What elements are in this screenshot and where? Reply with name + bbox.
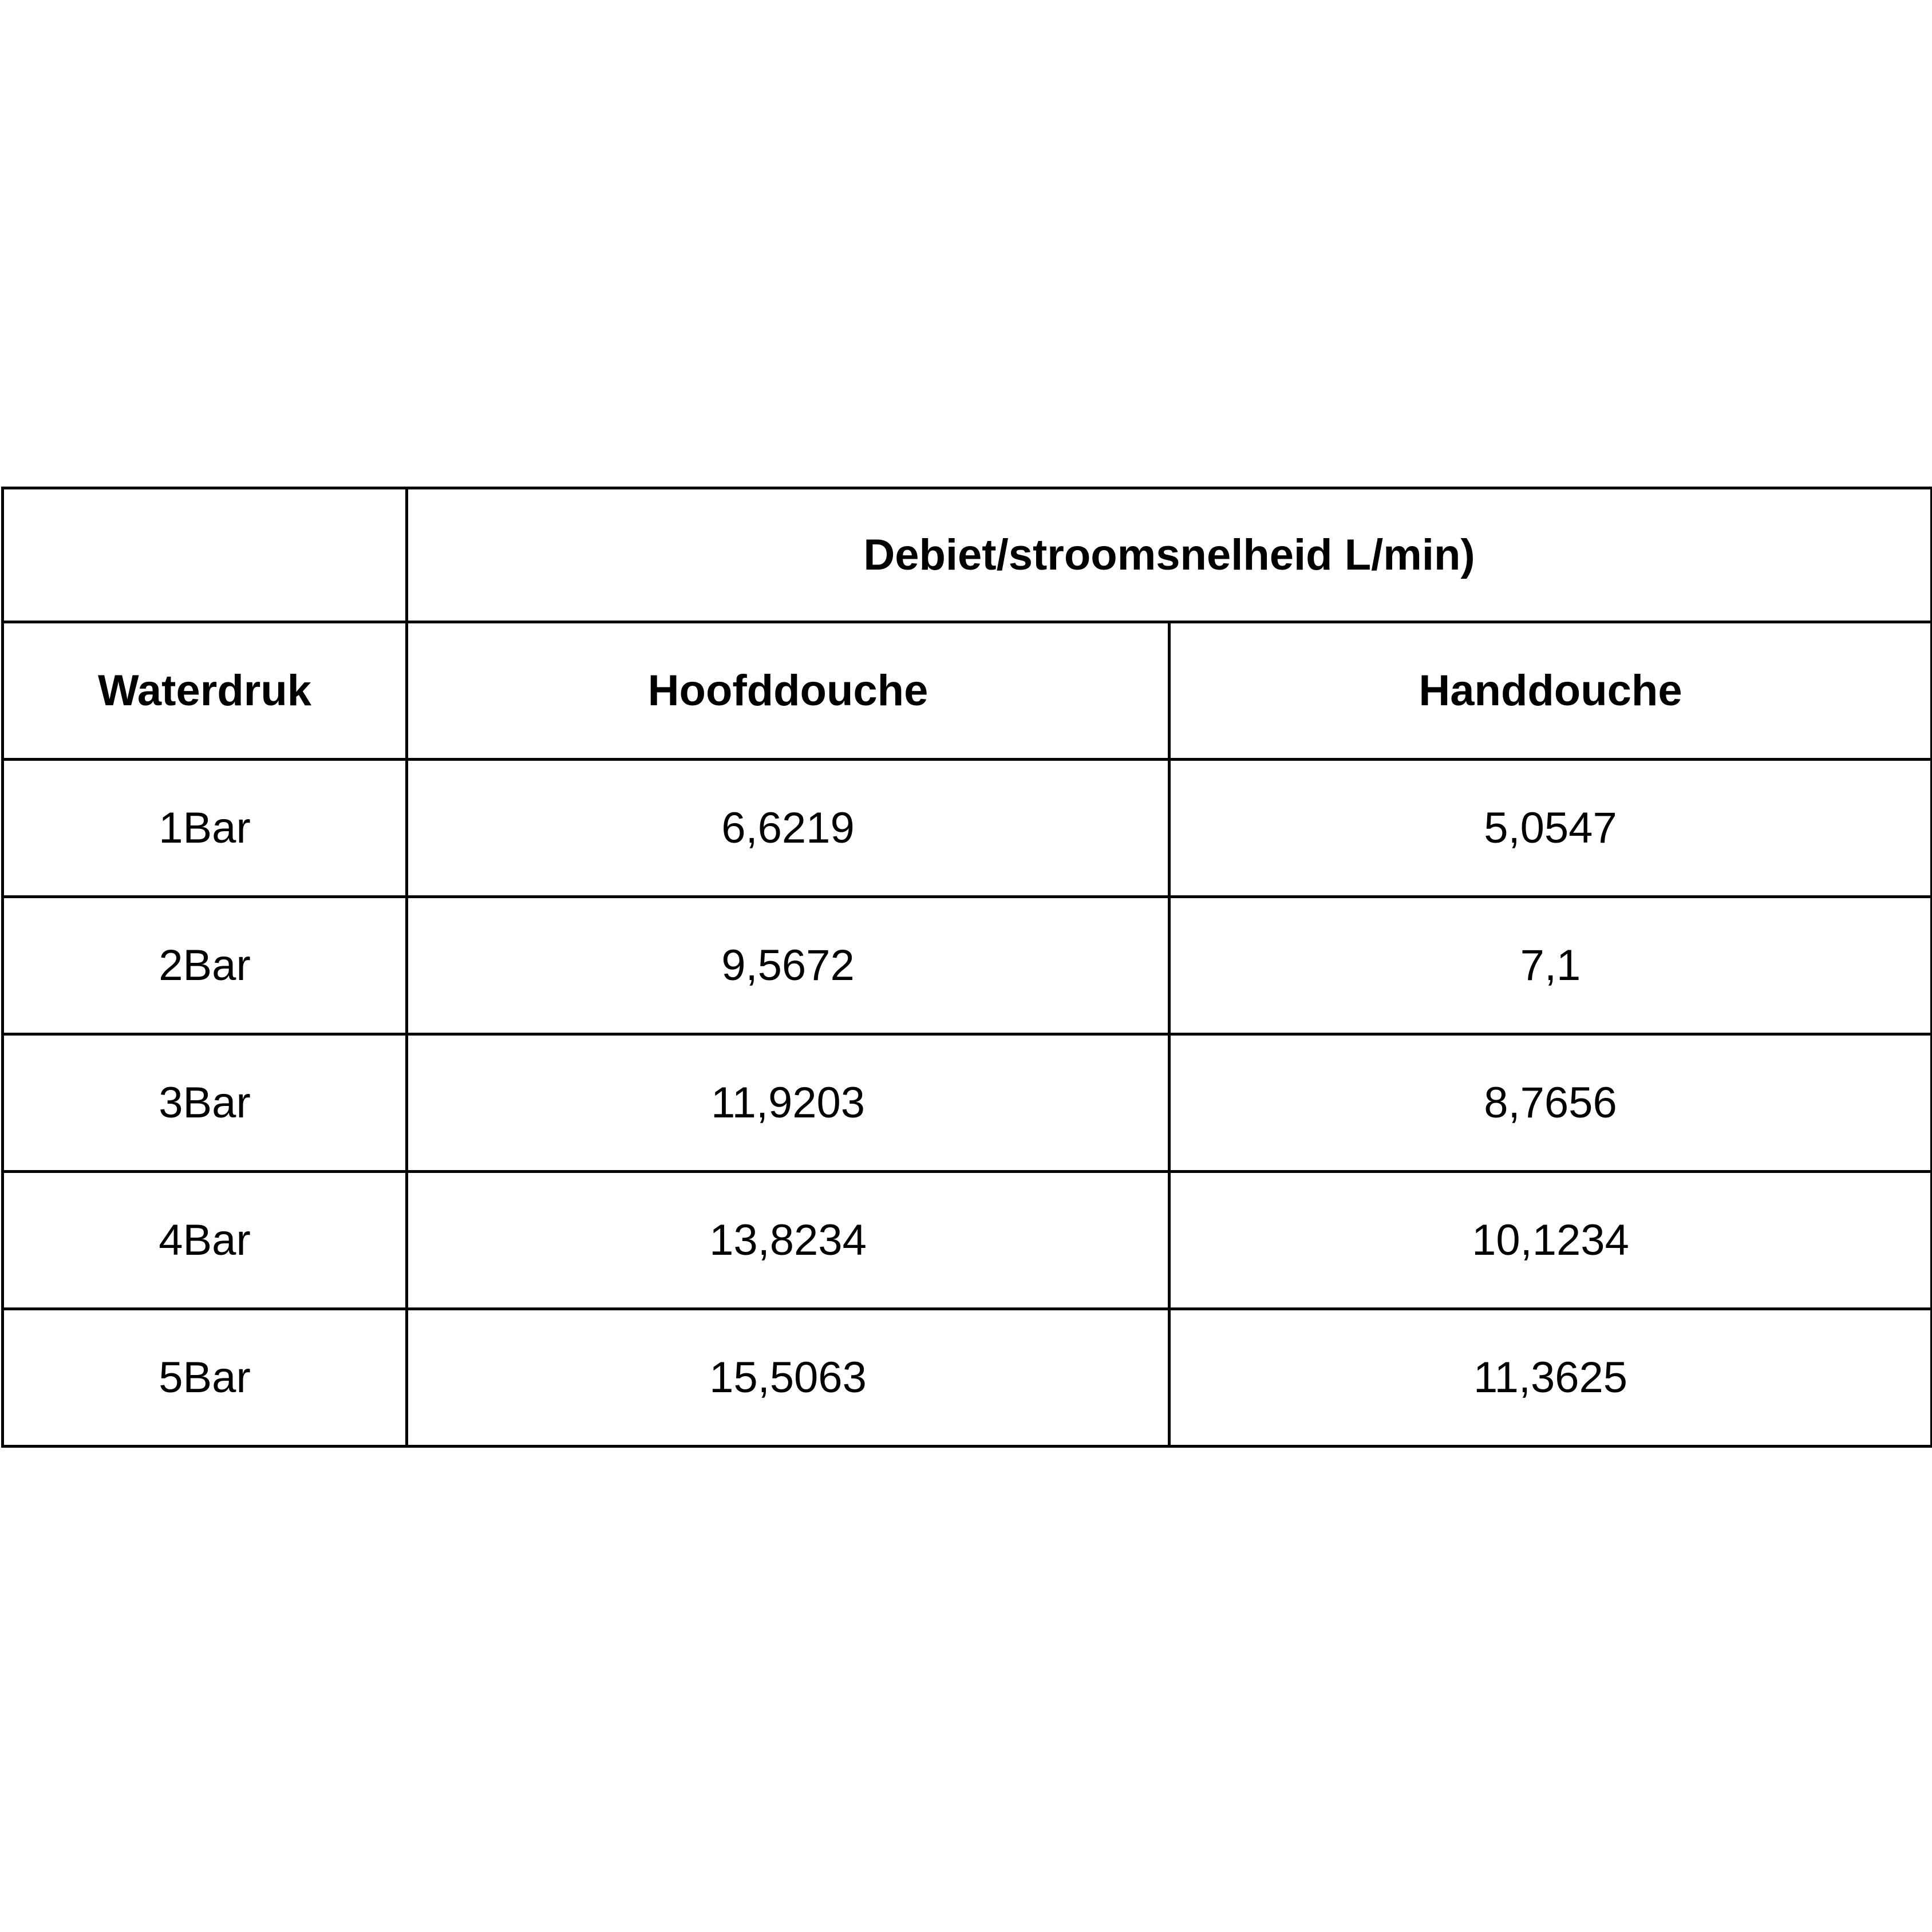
head-shower-column-header: Hoofddouche	[407, 622, 1170, 760]
table-row	[3, 1172, 1932, 1309]
hand-shower-cell: 5,0547	[1170, 760, 1932, 897]
head-shower-cell: 11,9203	[407, 1034, 1170, 1172]
pressure-cell: 4Bar	[3, 1172, 407, 1309]
table-row	[3, 1034, 1932, 1172]
pressure-cell: 3Bar	[3, 1034, 407, 1172]
hand-shower-cell: 11,3625	[1170, 1309, 1932, 1447]
table-row	[3, 1309, 1932, 1447]
table-row	[3, 760, 1932, 897]
flow-rate-group-header: Debiet/stroomsnelheid L/min)	[407, 488, 1932, 622]
empty-corner-cell	[3, 488, 407, 622]
flow-rate-table	[1, 487, 1932, 1448]
pressure-cell: 1Bar	[3, 760, 407, 897]
head-shower-cell: 13,8234	[407, 1172, 1170, 1309]
head-shower-cell: 6,6219	[407, 760, 1170, 897]
pressure-cell: 2Bar	[3, 897, 407, 1034]
hand-shower-cell: 7,1	[1170, 897, 1932, 1034]
hand-shower-cell: 10,1234	[1170, 1172, 1932, 1309]
head-shower-cell: 9,5672	[407, 897, 1170, 1034]
group-header-row	[3, 488, 1932, 622]
pressure-column-header: Waterdruk	[3, 622, 407, 760]
head-shower-cell: 15,5063	[407, 1309, 1170, 1447]
hand-shower-column-header: Handdouche	[1170, 622, 1932, 760]
column-header-row	[3, 622, 1932, 760]
table-row	[3, 897, 1932, 1034]
hand-shower-cell: 8,7656	[1170, 1034, 1932, 1172]
pressure-cell: 5Bar	[3, 1309, 407, 1447]
